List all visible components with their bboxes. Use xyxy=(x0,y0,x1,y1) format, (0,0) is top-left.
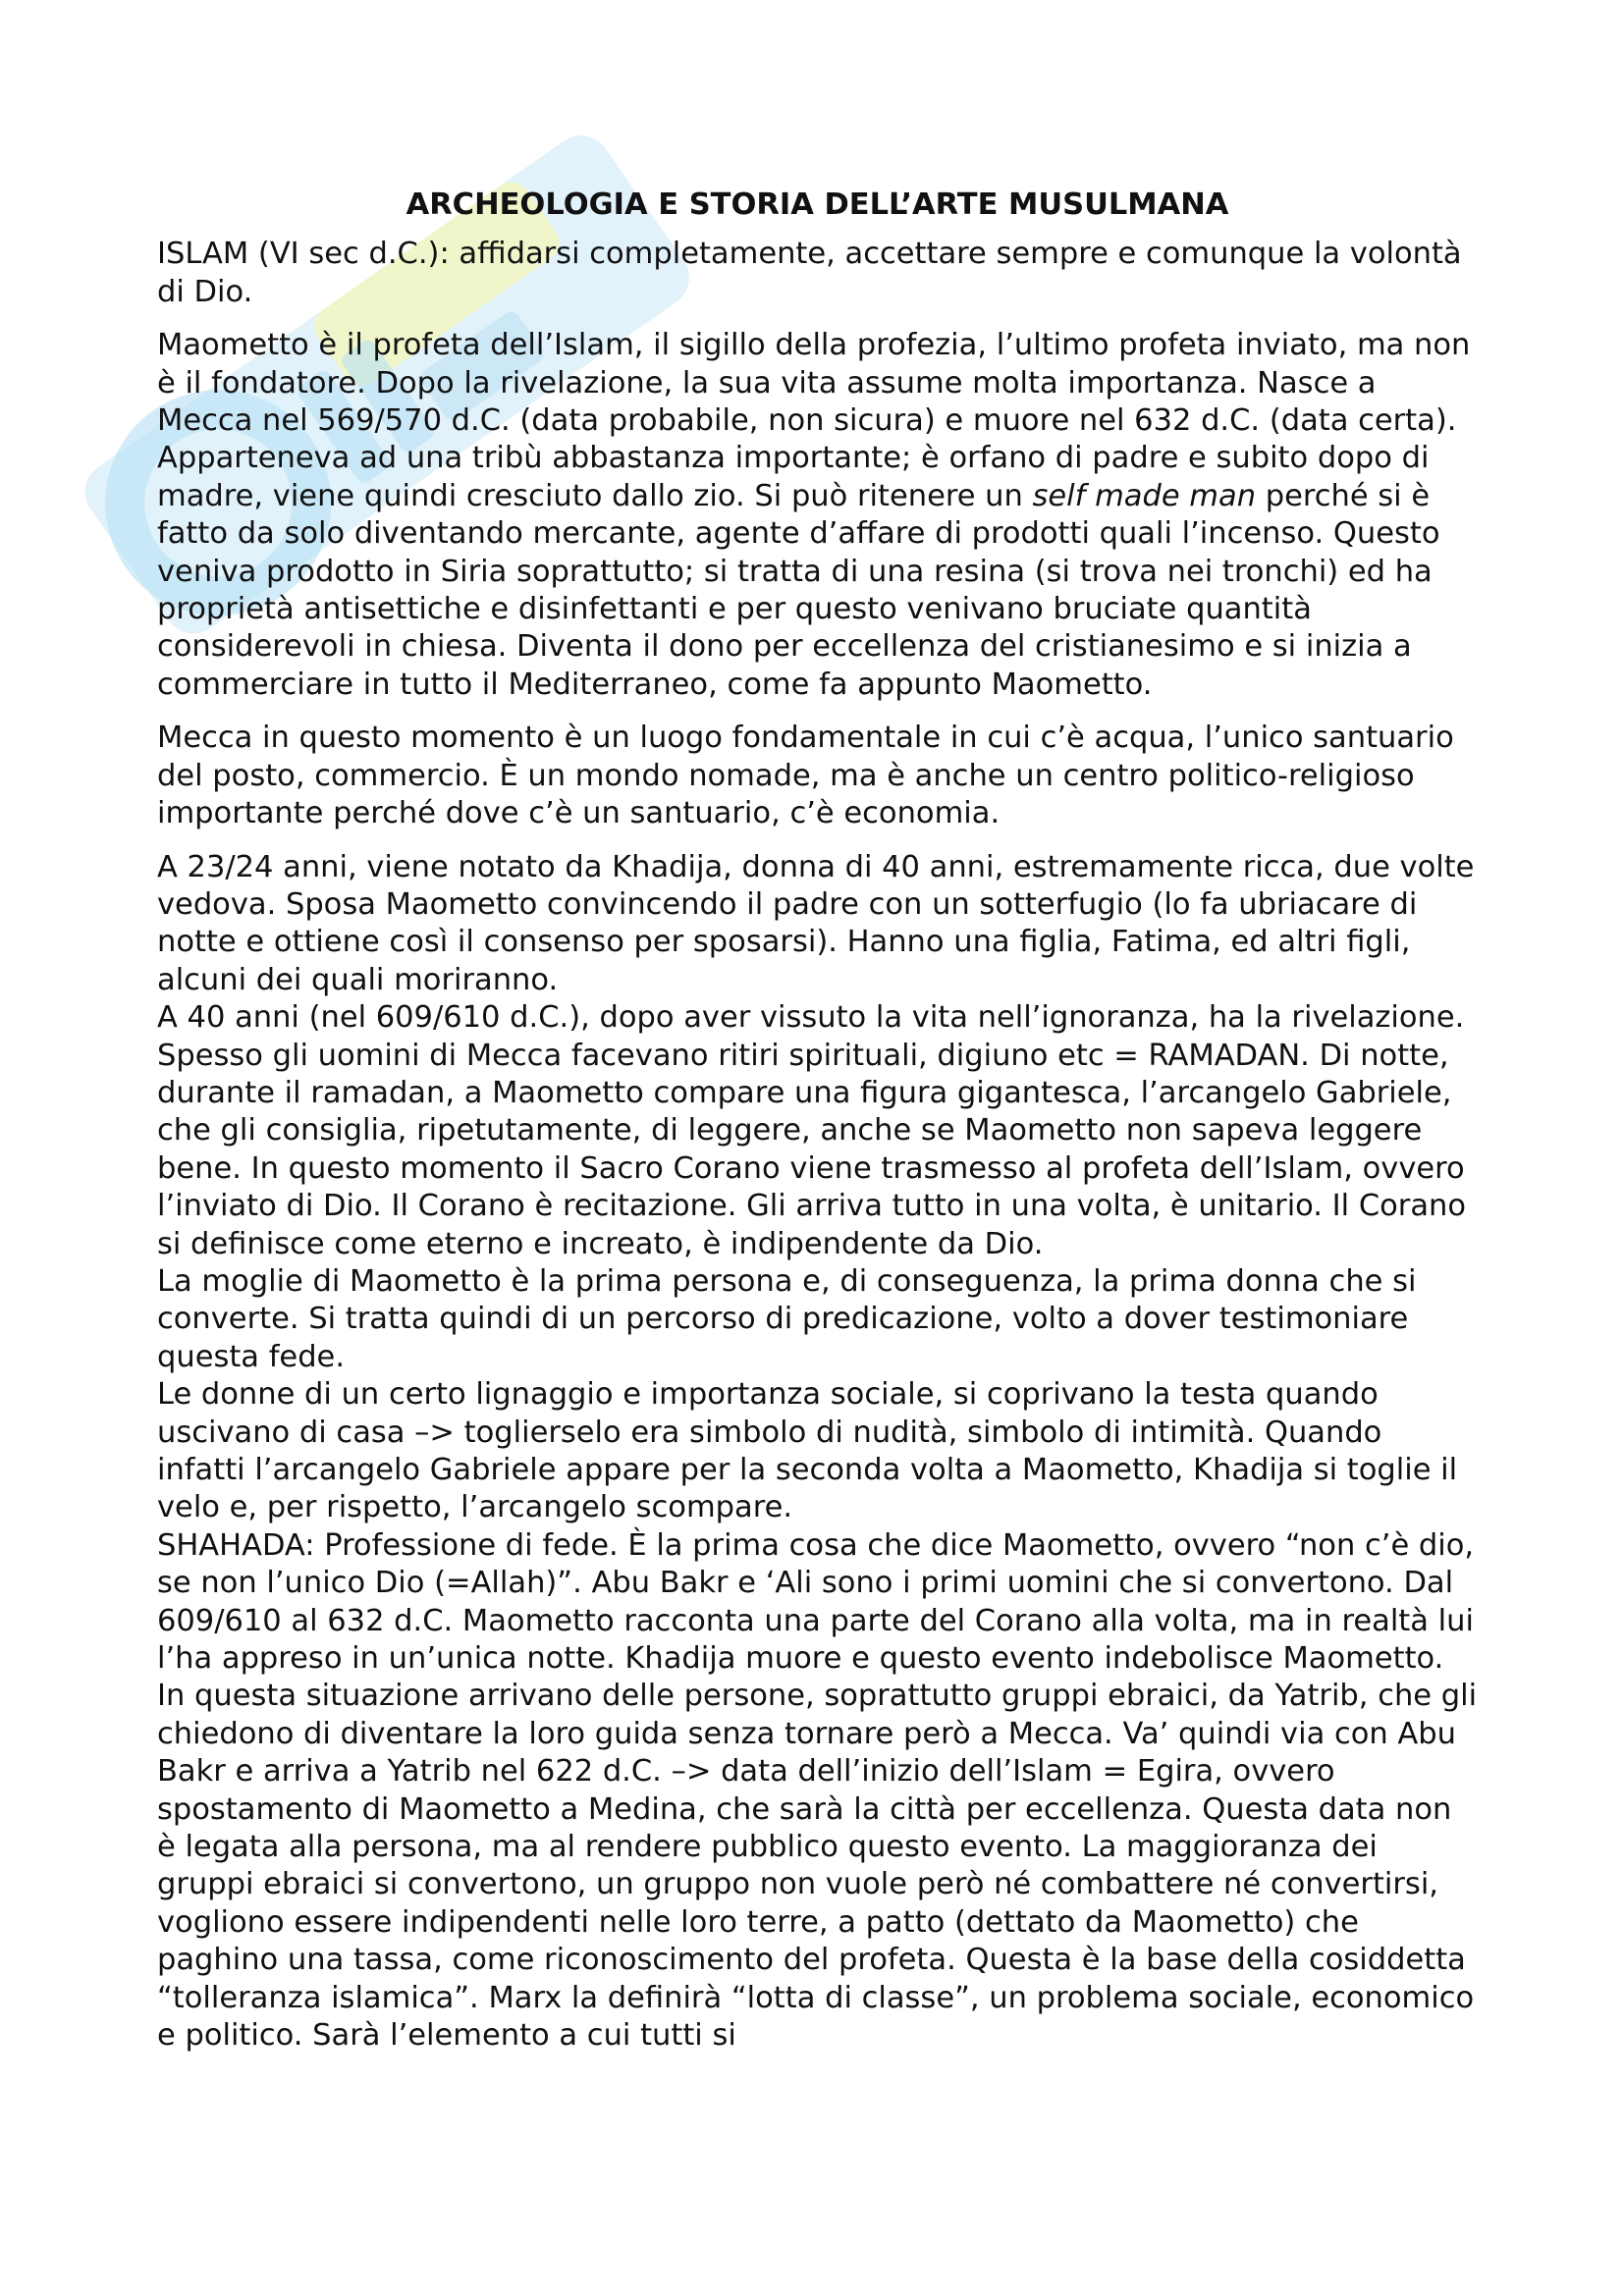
paragraph-2-text-before: Maometto è il profeta dell’Islam, il sigillo della profezia, l’ultimo profeta inviato, ma non è il fondatore. Dopo la rivelazione, la sua vita assume molta importanza. Nasce a Mecca nel 569/570 d.C. (data probabile, non sicura) e muore nel 632 d.C. (data certa). Apparteneva ad una tribù abbastanza importante; è orfano di padre e subito dopo di madre, viene quindi cresciuto dallo zio. Si può ritenere un xyxy=(157,328,1471,513)
paragraph-8: SHAHADA: Professione di fede. È la prima cosa che dice Maometto, ovvero “non c’è dio, se non l’unico Dio (=Allah)”. Abu Bakr e ‘Ali sono i primi uomini che si convertono. Dal 609/610 al 632 d.C. Maometto racconta una parte del Corano alla volta, ma in realtà lui l’ha appreso in un’unica notte. Khadija muore e questo evento indebolisce Maometto. In questa situazione arrivano delle persone, soprattutto gruppi ebraici, da Yatrib, che gli chiedono di diventare la loro guida senza tornare però a Mecca. Va’ quindi via con Abu Bakr e arriva a Yatrib nel 622 d.C. –> data dell’inizio dell’Islam = Egira, ovvero spostamento di Maometto a Medina, che sarà la città per eccellenza. Questa data non è legata alla persona, ma al rendere pubblico questo evento. La maggioranza dei gruppi ebraici si convertono, un gruppo non vuole però né combattere né convertirsi, vogliono essere indipendenti nelle loro terre, a patto (dettato da Maometto) che paghino una tassa, come riconoscimento del profeta. Questa è la base della cosiddetta “tolleranza islamica”. Marx la definirà “lotta di classe”, un problema sociale, economico e politico. Sarà l’elemento a cui tutti si xyxy=(157,1527,1478,2054)
document-body xyxy=(157,187,1478,2056)
paragraph-6: La moglie di Maometto è la prima persona e, di conseguenza, la prima donna che si converte. Si tratta quindi di un percorso di predicazione, volto a dover testimoniare questa fede. xyxy=(157,1263,1417,1374)
paragraph-2 xyxy=(157,327,1478,704)
document-title: ARCHEOLOGIA E STORIA DELL’ARTE MUSULMANA xyxy=(406,187,1229,222)
paragraph-4: A 23/24 anni, viene notato da Khadija, donna di 40 anni, estremamente ricca, due volte vedova. Sposa Maometto convincendo il padre con un sotterfugio (lo fa ubriacare di notte e ottiene così il consenso per sposarsi). Hanno una figlia, Fatima, ed altri figli, alcuni dei quali moriranno. xyxy=(157,849,1475,997)
paragraph-5: A 40 anni (nel 609/610 d.C.), dopo aver vissuto la vita nell’ignoranza, ha la rivelazione. Spesso gli uomini di Mecca facevano ritiri spirituali, digiuno etc = RAMADAN. Di notte, durante il ramadan, a Maometto compare una figura gigantesca, l’arcangelo Gabriele, che gli consiglia, ripetutamente, di leggere, anche se Maometto non sapeva leggere bene. In questo momento il Sacro Corano viene trasmesso al profeta dell’Islam, ovvero l’inviato di Dio. Il Corano è recitazione. Gli arriva tutto in una volta, è unitario. Il Corano si definisce come eterno e increato, è indipendente da Dio. xyxy=(157,1000,1467,1261)
paragraph-2-italic: self made man xyxy=(1032,478,1257,513)
paragraph-7: Le donne di un certo lignaggio e importanza sociale, si coprivano la testa quando uscivano di casa –> toglierselo era simbolo di nudità, simbolo di intimità. Quando infatti l’arcangelo Gabriele appare per la seconda volta a Maometto, Khadija si toglie il velo e, per rispetto, l’arcangelo scompare. xyxy=(157,1377,1458,1525)
paragraph-3: Mecca in questo momento è un luogo fondamentale in cui c’è acqua, l’unico santuario del posto, commercio. È un mondo nomade, ma è anche un centro politico-religioso importante perché dove c’è un santuario, c’è economia. xyxy=(157,721,1454,831)
paragraph-2-text-after: perché si è fatto da solo diventando mercante, agente d’affare di prodotti quali l’incenso. Questo veniva prodotto in Siria soprattutto; si tratta di una resina (si trova nei tronchi) ed ha proprietà antisettiche e disinfettanti e per questo venivano bruciate quantità considerevoli in chiesa. Diventa il dono per eccellenza del cristianesimo e si inizia a commerciare in tutto il Mediterraneo, come fa appunto Maometto. xyxy=(157,478,1440,702)
paragraph-1: ISLAM (VI sec d.C.): affidarsi completamente, accettare sempre e comunque la volontà di Dio. xyxy=(157,237,1462,309)
